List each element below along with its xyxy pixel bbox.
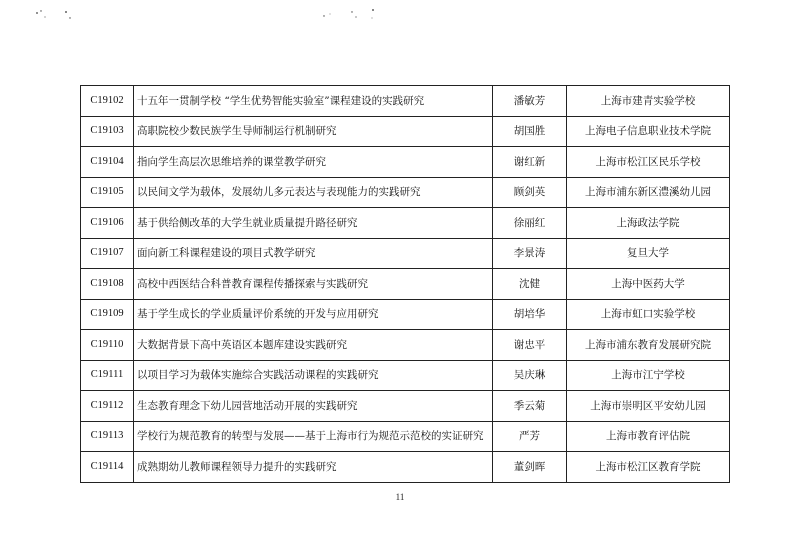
project-code: C19114: [81, 452, 134, 483]
project-organization: 上海市教育评估院: [567, 421, 730, 452]
project-table-body: [81, 86, 730, 483]
table-row: [81, 208, 730, 239]
project-organization: 上海市建青实验学校: [567, 86, 730, 117]
project-leader: 胡培华: [493, 299, 567, 330]
table-row: [81, 299, 730, 330]
scan-specks: [0, 0, 800, 40]
project-table: [80, 85, 730, 483]
project-code: C19112: [81, 391, 134, 422]
table-row: [81, 238, 730, 269]
project-code: C19111: [81, 360, 134, 391]
project-code: C19103: [81, 116, 134, 147]
project-title: 基于供给侧改革的大学生就业质量提升路径研究: [134, 208, 493, 239]
project-organization: 上海市江宁学校: [567, 360, 730, 391]
project-leader: 胡国胜: [493, 116, 567, 147]
page-number: 11: [395, 492, 405, 502]
table-row: [81, 330, 730, 361]
project-code: C19105: [81, 177, 134, 208]
project-title: 成熟期幼儿教师课程领导力提升的实践研究: [134, 452, 493, 483]
project-leader: 谢红新: [493, 147, 567, 178]
project-title: 大数据背景下高中英语区本题库建设实践研究: [134, 330, 493, 361]
project-title: 面向新工科课程建设的项目式教学研究: [134, 238, 493, 269]
project-code: C19109: [81, 299, 134, 330]
project-title: 基于学生成长的学业质量评价系统的开发与应用研究: [134, 299, 493, 330]
project-code: C19110: [81, 330, 134, 361]
table-row: [81, 147, 730, 178]
project-title: 生态教育理念下幼儿园营地活动开展的实践研究: [134, 391, 493, 422]
project-leader: 谢忠平: [493, 330, 567, 361]
project-title: 以项目学习为载体实施综合实践活动课程的实践研究: [134, 360, 493, 391]
project-leader: 李景涛: [493, 238, 567, 269]
project-leader: 顾剑英: [493, 177, 567, 208]
project-title: 高校中西医结合科普教育课程传播探索与实践研究: [134, 269, 493, 300]
project-title: 高职院校少数民族学生导师制运行机制研究: [134, 116, 493, 147]
project-leader: 潘敏芳: [493, 86, 567, 117]
table-row: [81, 177, 730, 208]
project-code: C19104: [81, 147, 134, 178]
project-leader: 董剑晖: [493, 452, 567, 483]
project-code: C19106: [81, 208, 134, 239]
table-row: [81, 86, 730, 117]
project-leader: 吴庆琳: [493, 360, 567, 391]
project-organization: 上海中医药大学: [567, 269, 730, 300]
project-leader: 季云菊: [493, 391, 567, 422]
project-code: C19107: [81, 238, 134, 269]
project-leader: 徐丽红: [493, 208, 567, 239]
project-organization: 上海市崇明区平安幼儿园: [567, 391, 730, 422]
project-leader: 严芳: [493, 421, 567, 452]
project-title: 十五年一贯制学校 “学生优势智能实验室”课程建设的实践研究: [134, 86, 493, 117]
project-title: 以民间文学为载体，发展幼儿多元表达与表现能力的实践研究: [134, 177, 493, 208]
project-title: 指向学生高层次思维培养的课堂教学研究: [134, 147, 493, 178]
project-code: C19102: [81, 86, 134, 117]
project-organization: 上海市虹口实验学校: [567, 299, 730, 330]
table-row: [81, 391, 730, 422]
project-organization: 上海电子信息职业技术学院: [567, 116, 730, 147]
table-row: [81, 421, 730, 452]
project-organization: 上海市松江区教育学院: [567, 452, 730, 483]
table-row: [81, 360, 730, 391]
project-organization: 上海市浦东新区澧溪幼儿园: [567, 177, 730, 208]
project-leader: 沈健: [493, 269, 567, 300]
project-organization: 复旦大学: [567, 238, 730, 269]
project-code: C19108: [81, 269, 134, 300]
project-code: C19113: [81, 421, 134, 452]
table-row: [81, 269, 730, 300]
table-row: [81, 452, 730, 483]
project-organization: 上海政法学院: [567, 208, 730, 239]
project-organization: 上海市松江区民乐学校: [567, 147, 730, 178]
project-organization: 上海市浦东教育发展研究院: [567, 330, 730, 361]
project-title: 学校行为规范教育的转型与发展——基于上海市行为规范示范校的实证研究: [134, 421, 493, 452]
table-row: [81, 116, 730, 147]
